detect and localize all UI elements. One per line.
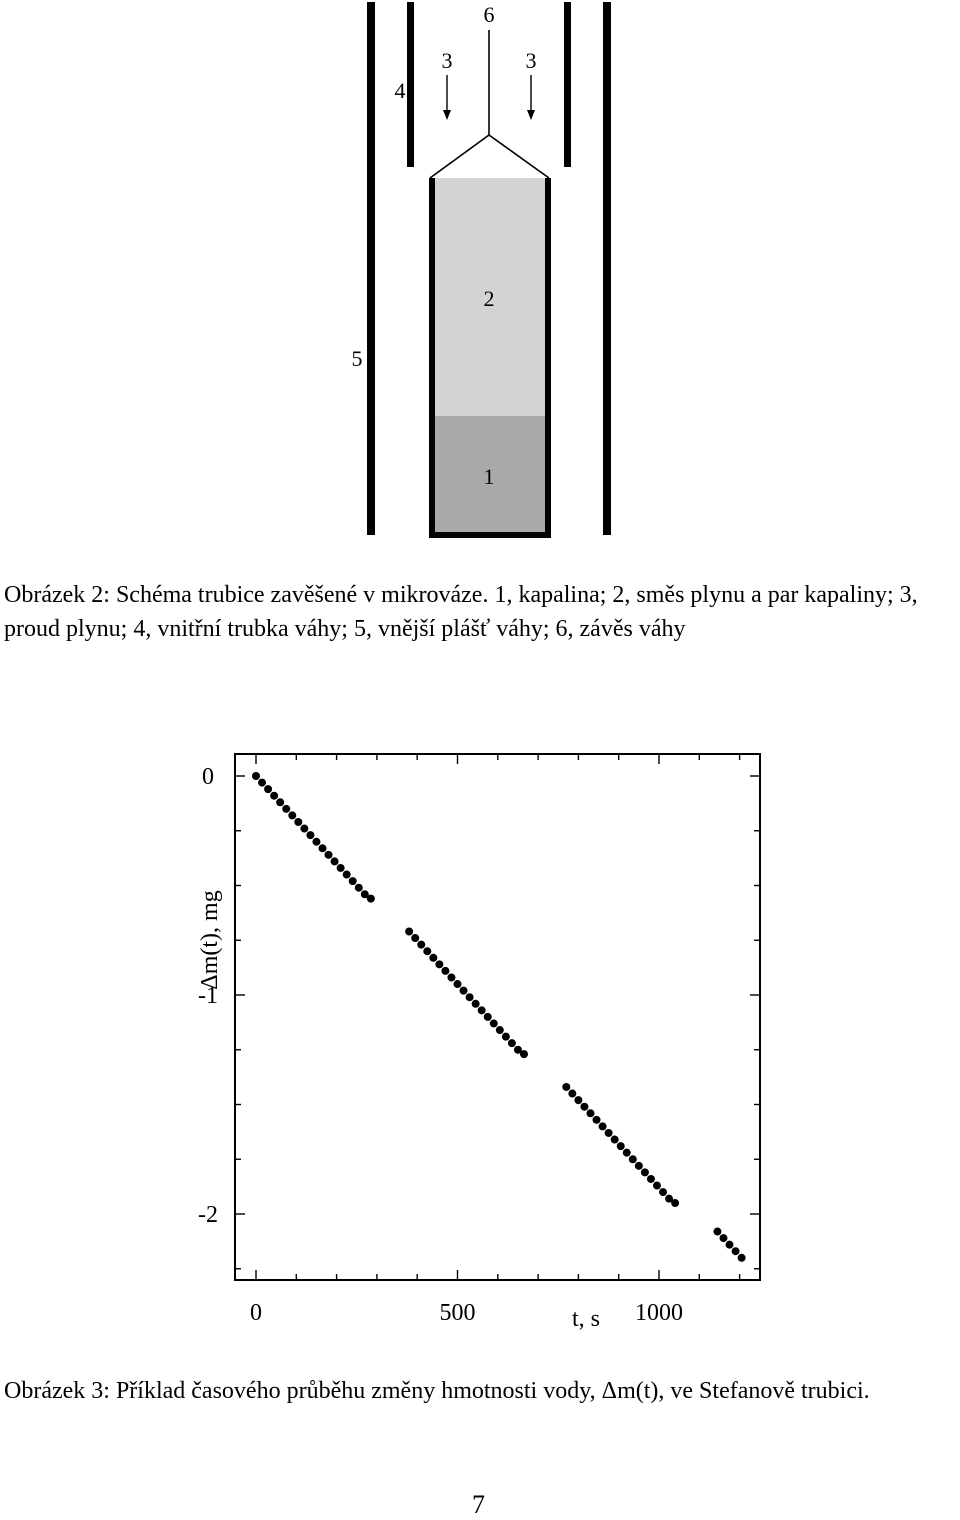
data-point <box>653 1182 661 1190</box>
tube-bottom <box>429 532 551 538</box>
data-point <box>520 1050 528 1058</box>
axis-ticks <box>235 754 760 1280</box>
data-point <box>478 1006 486 1014</box>
data-point <box>671 1199 679 1207</box>
data-point <box>502 1033 510 1041</box>
data-point <box>252 772 260 780</box>
data-point <box>276 798 284 806</box>
data-point <box>611 1136 619 1144</box>
data-point <box>508 1039 516 1047</box>
data-point <box>355 884 363 892</box>
data-point <box>599 1122 607 1130</box>
y-tick-label: -2 <box>198 1202 218 1228</box>
gas-flow-arrowhead-left <box>443 110 451 120</box>
data-point <box>713 1228 721 1236</box>
data-point <box>435 960 443 968</box>
gas-flow-arrowhead-right <box>527 110 535 120</box>
data-point <box>454 980 462 988</box>
outer-jacket-left-wall <box>367 2 375 535</box>
tube-right-wall <box>545 178 551 538</box>
label-gas-flow-right: 3 <box>525 48 537 73</box>
plot-frame <box>235 754 760 1280</box>
data-point <box>367 895 375 903</box>
label-gas-flow-left: 3 <box>441 48 453 73</box>
data-point <box>349 877 357 885</box>
data-point <box>593 1116 601 1124</box>
data-point <box>325 851 333 859</box>
data-point <box>318 844 326 852</box>
label-liquid: 1 <box>483 464 495 489</box>
data-point <box>337 864 345 872</box>
data-point <box>484 1013 492 1021</box>
data-point <box>466 993 474 1001</box>
y-axis-label: Δm(t), mg <box>197 890 223 990</box>
data-point <box>258 779 266 787</box>
data-point <box>574 1096 582 1104</box>
data-point <box>306 831 314 839</box>
hanger-wire <box>430 135 549 178</box>
data-point <box>417 941 425 949</box>
y-tick-label: 0 <box>202 764 214 790</box>
label-hanger: 6 <box>483 2 495 27</box>
label-gas-mixture: 2 <box>483 286 495 311</box>
data-point <box>460 987 468 995</box>
data-point <box>605 1129 613 1137</box>
figure-2-caption: Obrázek 2: Schéma trubice zavěšené v mikrováze. 1, kapalina; 2, směs plynu a par kapaliny; 3, proud plynu; 4, vnitřní trubka váhy; 5, vnější plášť váhy; 6, závěs váhy <box>4 582 918 642</box>
data-point <box>496 1026 504 1034</box>
inner-tube-right-wall <box>564 2 571 167</box>
data-point <box>441 967 449 975</box>
data-point <box>623 1149 631 1157</box>
data-point <box>641 1168 649 1176</box>
x-tick-label: 1000 <box>635 1300 683 1326</box>
figure-3-chart <box>0 740 960 1340</box>
data-point <box>562 1083 570 1091</box>
data-point <box>264 785 272 793</box>
data-point <box>635 1162 643 1170</box>
data-point <box>447 973 455 981</box>
data-point <box>617 1142 625 1150</box>
data-point <box>312 838 320 846</box>
label-outer-jacket: 5 <box>351 346 363 371</box>
data-point <box>294 818 302 826</box>
tube-left-wall <box>429 178 435 538</box>
data-point <box>719 1234 727 1242</box>
figure-2-schematic <box>0 0 960 560</box>
data-point <box>472 1000 480 1008</box>
data-point <box>659 1188 667 1196</box>
data-point <box>586 1109 594 1117</box>
y-tick-label: -1 <box>198 983 218 1009</box>
x-tick-label: 500 <box>439 1300 476 1326</box>
data-points <box>252 772 746 1262</box>
figure-3-caption: Obrázek 3: Příklad časového průběhu změny hmotnosti vody, Δm(t), ve Stefanově trubici. <box>4 1378 870 1404</box>
data-point <box>300 825 308 833</box>
x-tick-label: 0 <box>250 1300 262 1326</box>
data-point <box>331 857 339 865</box>
page-number: 7 <box>472 1490 485 1519</box>
data-point <box>580 1103 588 1111</box>
data-point <box>288 811 296 819</box>
data-point <box>490 1019 498 1027</box>
data-point <box>343 871 351 879</box>
data-point <box>405 927 413 935</box>
data-point <box>411 934 419 942</box>
data-point <box>647 1175 655 1183</box>
data-point <box>429 954 437 962</box>
data-point <box>629 1155 637 1163</box>
data-point <box>423 947 431 955</box>
outer-jacket-right-wall <box>603 2 611 535</box>
tick-labels <box>198 764 683 1326</box>
data-point <box>282 805 290 813</box>
data-point <box>270 792 278 800</box>
data-point <box>732 1247 740 1255</box>
data-point <box>568 1090 576 1098</box>
inner-tube-left-wall <box>407 2 414 167</box>
label-inner-tube: 4 <box>394 78 406 103</box>
data-point <box>738 1254 746 1262</box>
x-axis-label: t, s <box>571 1306 601 1332</box>
data-point <box>726 1241 734 1249</box>
